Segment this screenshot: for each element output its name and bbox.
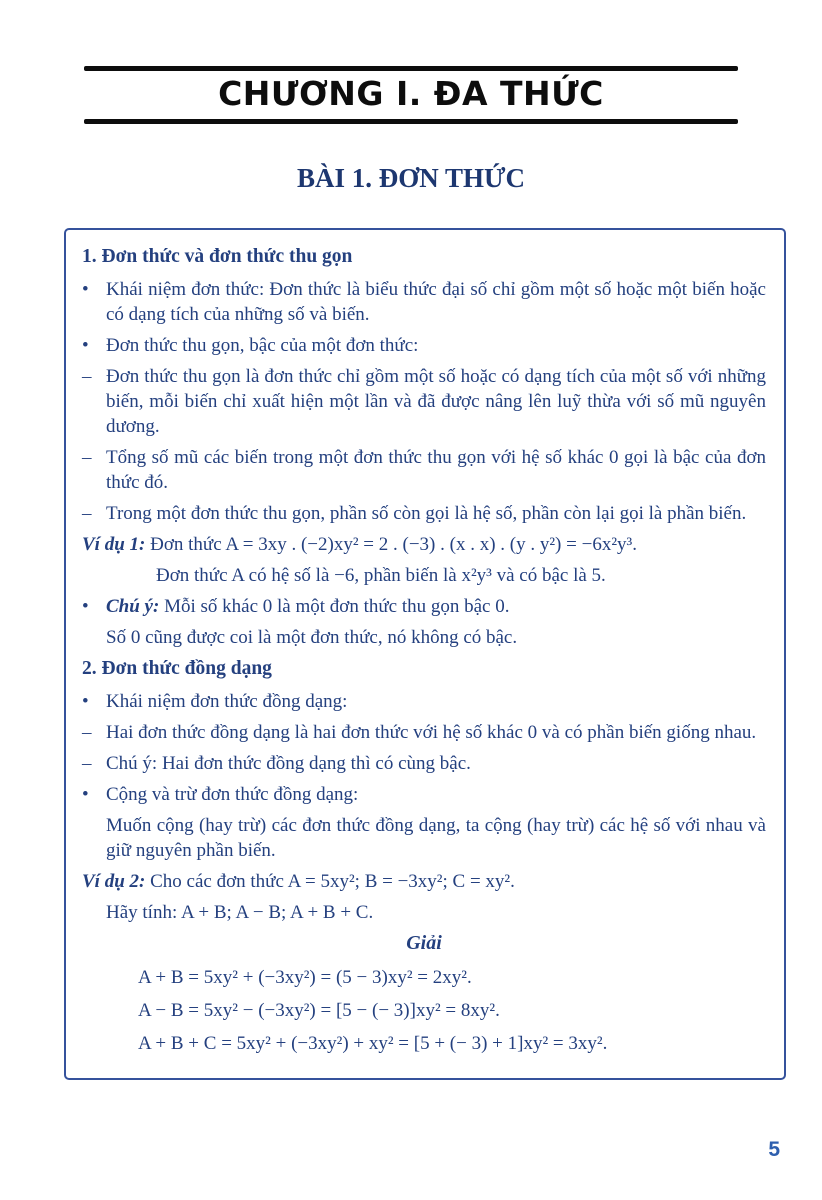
list-item-text: Đơn thức thu gọn, bậc của một đơn thức:: [106, 335, 419, 356]
section-1-heading: 1. Đơn thức và đơn thức thu gọn: [82, 246, 353, 267]
list-item: [82, 720, 766, 745]
list-item: [82, 364, 766, 439]
list-item: [82, 689, 766, 714]
list-item: [82, 277, 766, 327]
bullet-marker: •: [82, 279, 89, 300]
content-box: [64, 228, 786, 1080]
note-line-2: Số 0 cũng được coi là một đơn thức, nó không có bậc.: [106, 627, 518, 648]
chapter-title: CHƯƠNG I. ĐA THỨC: [218, 74, 604, 113]
list-item-text: Cộng và trừ đơn thức đồng dạng:: [106, 784, 359, 805]
list-item: [82, 751, 766, 776]
example-2-label: Ví dụ 2:: [82, 871, 146, 892]
dash-marker: –: [82, 366, 92, 387]
list-item-text: Trong một đơn thức thu gọn, phần số còn gọi là hệ số, phần còn lại gọi là phần biến.: [106, 503, 747, 524]
note-text: Mỗi số khác 0 là một đơn thức thu gọn bậc 0.: [164, 596, 510, 617]
example-1-result: Đơn thức A có hệ số là −6, phần biến là x²y³ và có bậc là 5.: [156, 565, 606, 586]
list-item-text: Khái niệm đơn thức đồng dạng:: [106, 691, 348, 712]
bullet-marker: •: [82, 691, 89, 712]
note-label: Chú ý:: [106, 596, 160, 617]
lesson-title: BÀI 1. ĐƠN THỨC: [296, 163, 526, 193]
list-item-text: Khái niệm đơn thức: Đơn thức là biểu thức đại số chỉ gồm một số hoặc một biến hoặc có dạng tích của những số và biến.: [106, 279, 766, 325]
dash-marker: –: [82, 447, 92, 468]
solution-line: A + B + C = 5xy² + (−3xy²) + xy² = [5 + (− 3) + 1]xy² = 3xy².: [138, 1033, 608, 1054]
list-item-text: Hai đơn thức đồng dạng là hai đơn thức với hệ số khác 0 và có phần biến giống nhau.: [106, 722, 757, 743]
list-item: [82, 501, 766, 526]
list-item-text: Chú ý: Hai đơn thức đồng dạng thì có cùng bậc.: [106, 753, 471, 774]
bullet-marker: •: [82, 784, 89, 805]
example-2: [82, 869, 766, 894]
bullet-marker: •: [82, 596, 89, 617]
list-item-text: Đơn thức thu gọn là đơn thức chỉ gồm một số hoặc có dạng tích của một số với những biến, mỗi biến chỉ xuất hiện một lần và đã được nâng lên luỹ thừa với số mũ nguyên dương.: [106, 366, 766, 437]
list-item-text: Tổng số mũ các biến trong một đơn thức thu gọn với hệ số khác 0 gọi là bậc của đơn thức đó.: [106, 447, 766, 493]
chapter-header: [84, 66, 738, 124]
header-bottom-rule: [84, 119, 738, 124]
list-item: [82, 782, 766, 807]
example-1-formula: Đơn thức A = 3xy . (−2)xy² = 2 . (−3) . (x . x) . (y . y²) = −6x²y³.: [150, 534, 637, 555]
solution-line: A − B = 5xy² − (−3xy²) = [5 − (− 3)]xy² = 8xy².: [138, 1000, 500, 1021]
solution-title: Giải: [406, 932, 442, 954]
bullet-marker: •: [82, 335, 89, 356]
dash-marker: –: [82, 503, 92, 524]
solution-line: A + B = 5xy² + (−3xy²) = (5 − 3)xy² = 2xy².: [138, 967, 472, 988]
dash-marker: –: [82, 722, 92, 743]
list-item: [82, 445, 766, 495]
list-item: [82, 333, 766, 358]
example-2-text: Cho các đơn thức A = 5xy²; B = −3xy²; C = xy².: [150, 871, 515, 892]
note-text-wrap: [106, 594, 766, 619]
page-number: 5: [768, 1138, 780, 1161]
example-1-label: Ví dụ 1:: [82, 534, 146, 555]
note-item: [82, 594, 766, 619]
section-2-heading: 2. Đơn thức đồng dạng: [82, 658, 272, 679]
dash-marker: –: [82, 753, 92, 774]
example-2-task: Hãy tính: A + B; A − B; A + B + C.: [106, 902, 374, 923]
example-1: [82, 532, 766, 557]
rule-paragraph: Muốn cộng (hay trừ) các đơn thức đồng dạng, ta cộng (hay trừ) các hệ số với nhau và giữ nguyên phần biến.: [106, 815, 766, 861]
